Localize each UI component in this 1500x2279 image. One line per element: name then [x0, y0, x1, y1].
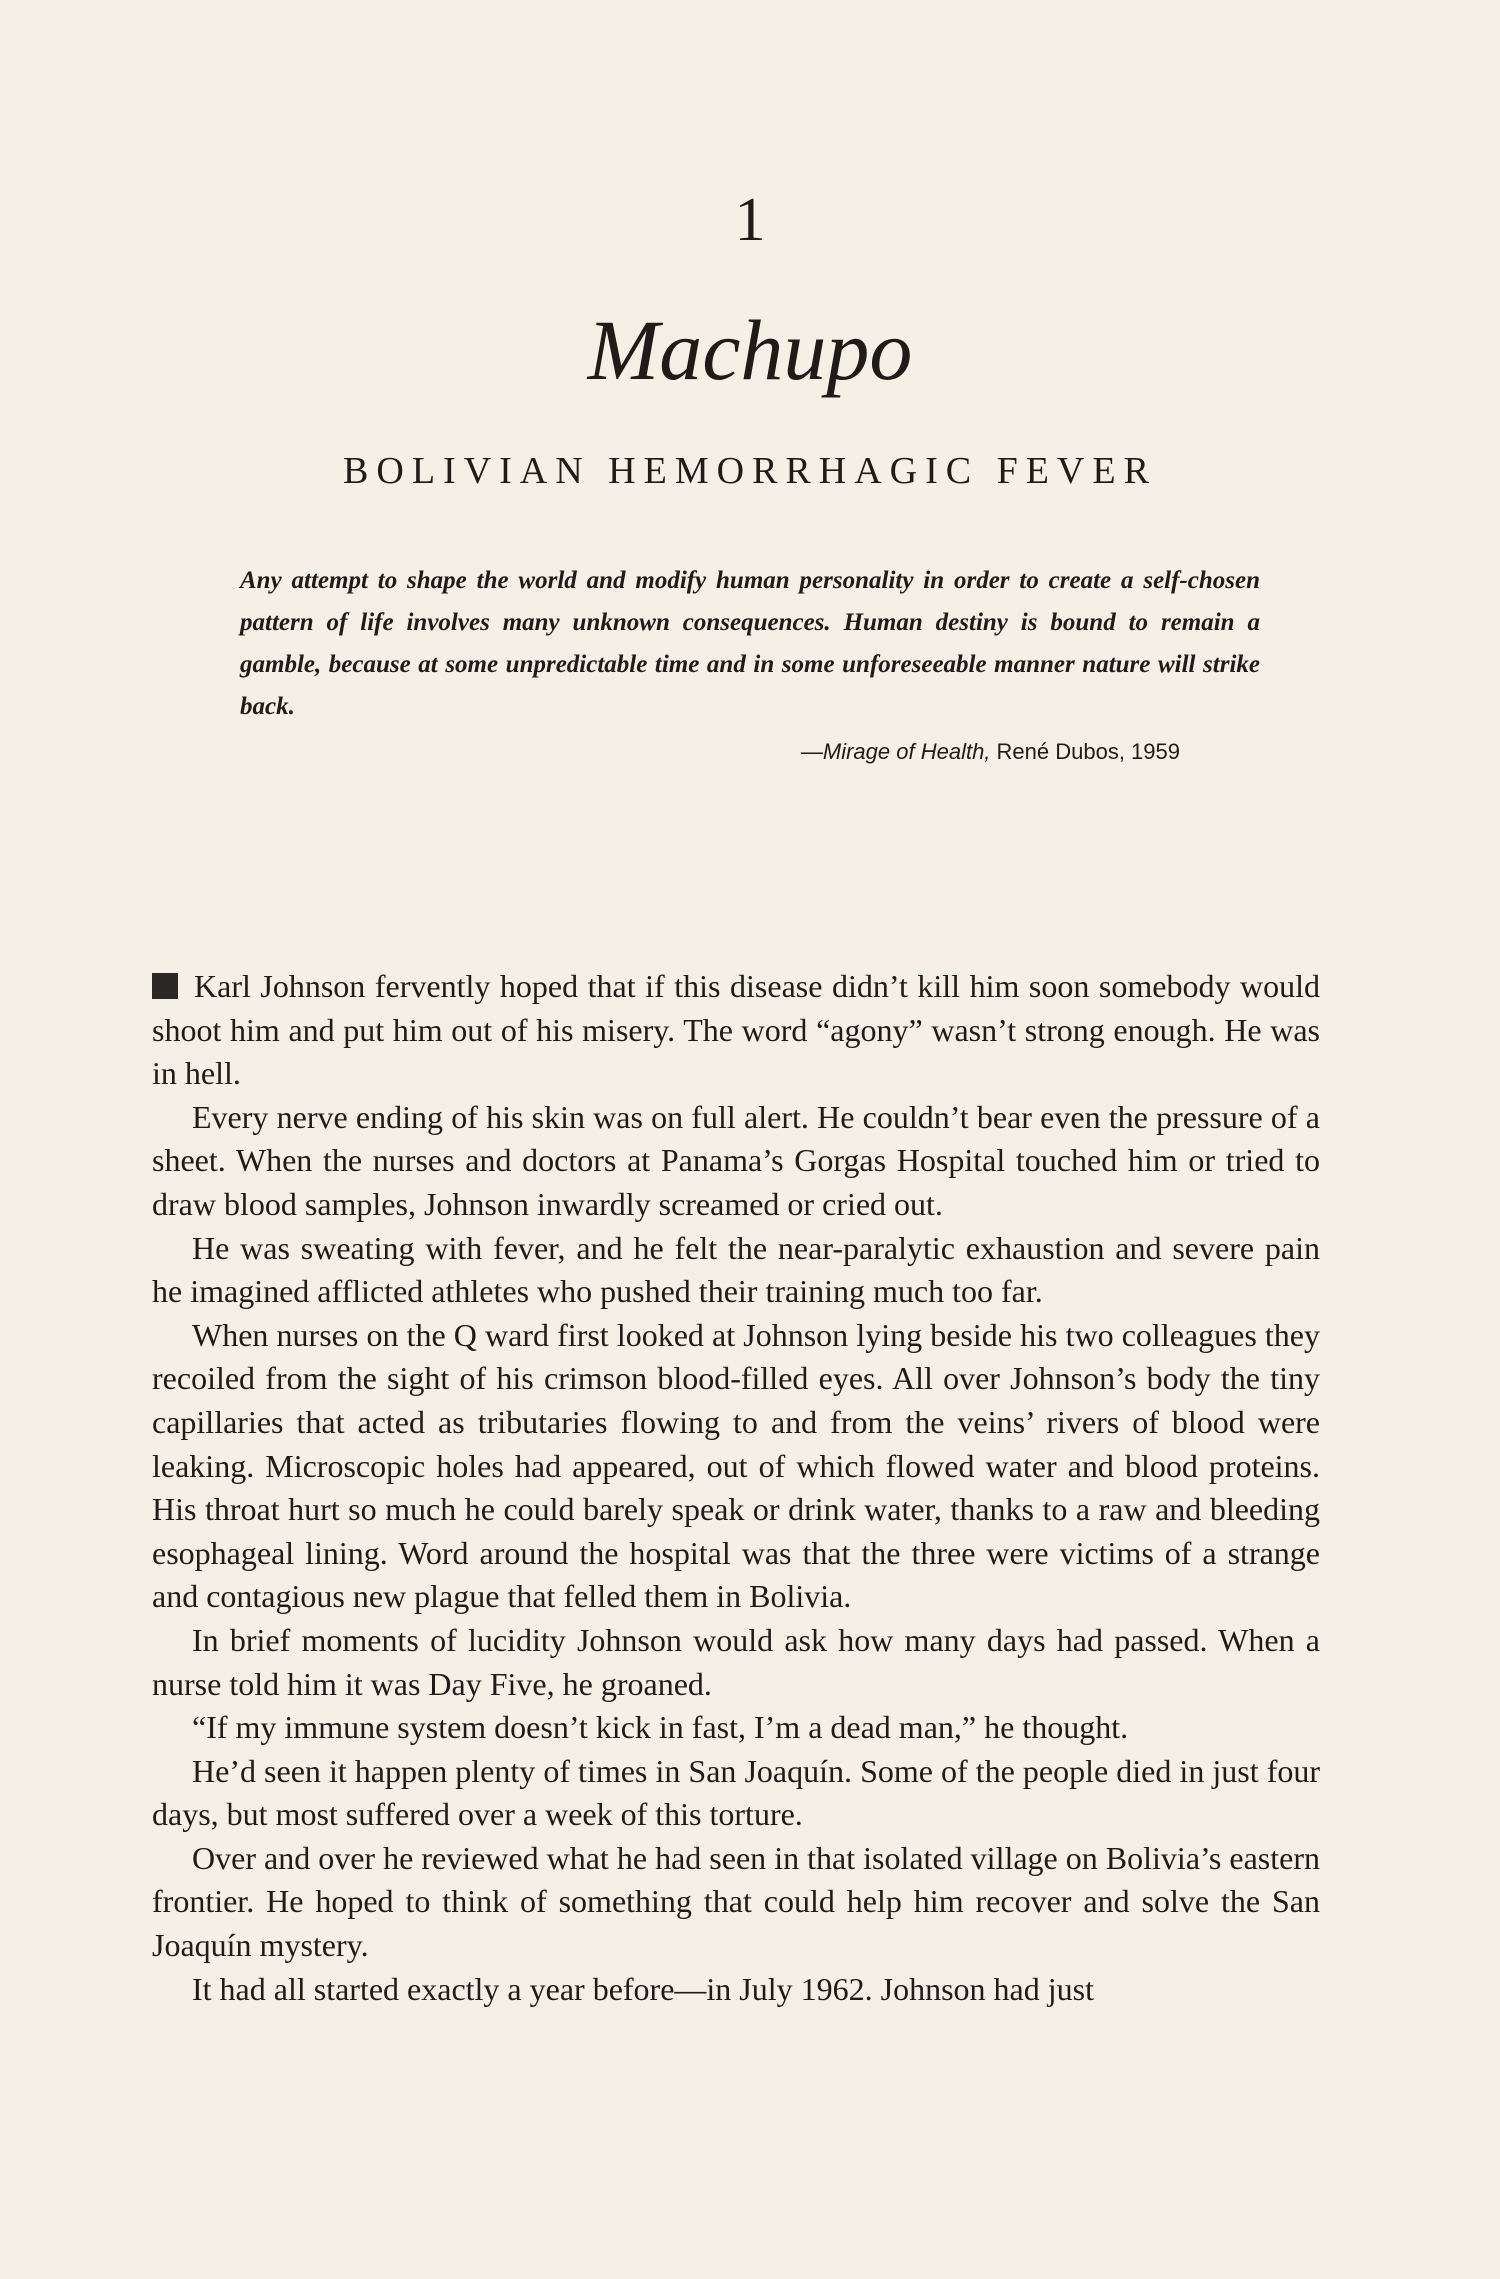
chapter-body: [152, 965, 1320, 2011]
paragraph-1: [152, 965, 1320, 1096]
attribution-work: Mirage of Health,: [822, 739, 991, 764]
epigraph-attribution: [240, 732, 1260, 772]
chapter-title: Machupo: [587, 302, 913, 398]
paragraph-7: He’d seen it happen plenty of times in San Joaquín. Some of the people died in just four days, but most suffered over a week of this torture.: [152, 1752, 1320, 1833]
chapter-number: 1: [734, 186, 766, 254]
paragraph-8: Over and over he reviewed what he had seen in that isolated village on Bolivia’s eastern frontier. He hoped to think of something that could help him recover and solve the San Joaquín mystery.: [152, 1839, 1320, 1964]
paragraph-9: It had all started exactly a year before—in July 1962. Johnson had just: [192, 1970, 1094, 2007]
section-marker-icon: [152, 973, 178, 999]
epigraph: [240, 560, 1260, 772]
paragraph-6: “If my immune system doesn’t kick in fast, I’m a dead man,” he thought.: [192, 1709, 1129, 1746]
paragraph-2: Every nerve ending of his skin was on full alert. He couldn’t bear even the pressure of a sheet. When the nurses and doctors at Panama’s Gorgas Hospital touched him or tried to draw blood samples, Johnson inwardly screamed or cried out.: [152, 1098, 1320, 1222]
attribution-author: René Dubos, 1959: [990, 739, 1180, 764]
paragraph-text: Karl Johnson fervently hoped that if this disease didn’t kill him soon somebody would shoot him and put him out of his misery. The word “agony” wasn’t strong enough. He was in hell.: [152, 968, 1320, 1092]
attribution-dash: —: [800, 739, 823, 764]
paragraph-4: When nurses on the Q ward first looked at Johnson lying beside his two colleagues they recoiled from the sight of his crimson blood-filled eyes. All over Johnson’s body the tiny capillaries that acted as tributaries flowing to and from the veins’ rivers of blood were leaking. Microscopic holes had appeared, out of which flowed water and blood proteins. His throat hurt so much he could barely speak or drink water, thanks to a raw and bleeding esophageal lining. Word around the hospital was that the three were victims of a strange and contagious new plague that felled them in Bolivia.: [152, 1316, 1320, 1615]
chapter-subtitle: BOLIVIAN HEMORRHAGIC FEVER: [343, 450, 1157, 492]
paragraph-3: He was sweating with fever, and he felt the near-paralytic exhaustion and severe pain he imagined afflicted athletes who pushed their training much too far.: [152, 1229, 1320, 1310]
epigraph-quote: Any attempt to shape the world and modify human personality in order to create a self-chosen pattern of life involves many unknown consequences. Human destiny is bound to remain a gamble, because at some unpredictable time and in some unforeseeable manner nature will strike back.: [240, 567, 1260, 720]
paragraph-5: In brief moments of lucidity Johnson would ask how many days had passed. When a nurse told him it was Day Five, he groaned.: [152, 1621, 1320, 1702]
